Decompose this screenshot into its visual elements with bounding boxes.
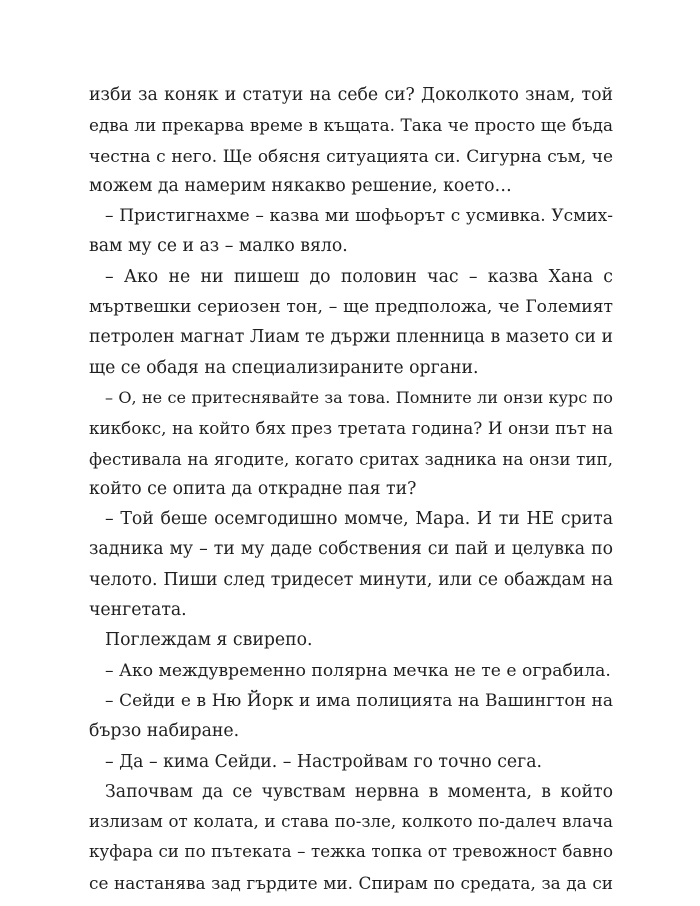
text-line: ченгетата. [89, 600, 187, 621]
text-line: можем да намерим някакво решение, което… [89, 175, 512, 196]
text-line: фестивала на ягодите, когато сритах задника на онзи тип, [89, 448, 613, 469]
text-line: челото. Пиши след тридесет минути, или се обаждам на [89, 569, 613, 590]
text-line: бързо набиране. [89, 721, 240, 742]
text-line: – О, не се притеснявайте за това. Помните ли онзи курс по [105, 387, 613, 407]
text-line: вам му се и аз – малко вяло. [89, 236, 348, 257]
body-text [89, 80, 613, 898]
text-line: петролен магнат Лиам те държи пленница в мазето си и [89, 327, 613, 348]
text-line: излизам от колата, и става по-зле, колкото по-далеч влача [89, 812, 613, 832]
text-line: – Той беше осемгодишно момче, Мара. И ти НЕ срита [105, 509, 613, 530]
text-line: – Ако междувременно полярна мечка не те е ограбила. [105, 660, 611, 681]
text-line: Поглеждам я свирепо. [105, 630, 313, 651]
text-line: изби за коняк и статуи на себе си? Доколкото знам, той [89, 85, 613, 105]
text-line: задника му – ти му даде собствения си пай и целувка по [89, 539, 613, 560]
text-line: Започвам да се чувствам нервна в момента, в който [105, 781, 613, 802]
text-line: – Пристигнахме – казва ми шофьорът с усмивка. Усмих- [105, 206, 613, 227]
text-line: едва ли прекарва време в къщата. Така че просто ще бъда [89, 115, 613, 136]
text-line: честна с него. Ще обясня ситуацията си. Сигурна съм, че [89, 145, 613, 166]
text-line: ще се обадя на специализираните органи. [89, 357, 479, 378]
text-line: който се опита да открадне пая ти? [89, 478, 417, 499]
text-line: – Да – кима Сейди. – Настройвам го точно сега. [105, 751, 542, 772]
text-line: – Ако не ни пишеш до половин час – казва Хана с [105, 266, 613, 287]
text-line: куфара си по пътеката – тежка топка от тревожност бавно [89, 842, 613, 862]
text-line: кикбокс, на който бях през третата година? И онзи път на [89, 418, 613, 439]
text-line: се настанява зад гърдите ми. Спирам по средата, за да си [89, 872, 613, 893]
text-line: – Сейди е в Ню Йорк и има полицията на Вашингтон на [105, 690, 613, 711]
text-line: мъртвешки сериозен тон, – ще предположа, че Големият [89, 297, 613, 318]
